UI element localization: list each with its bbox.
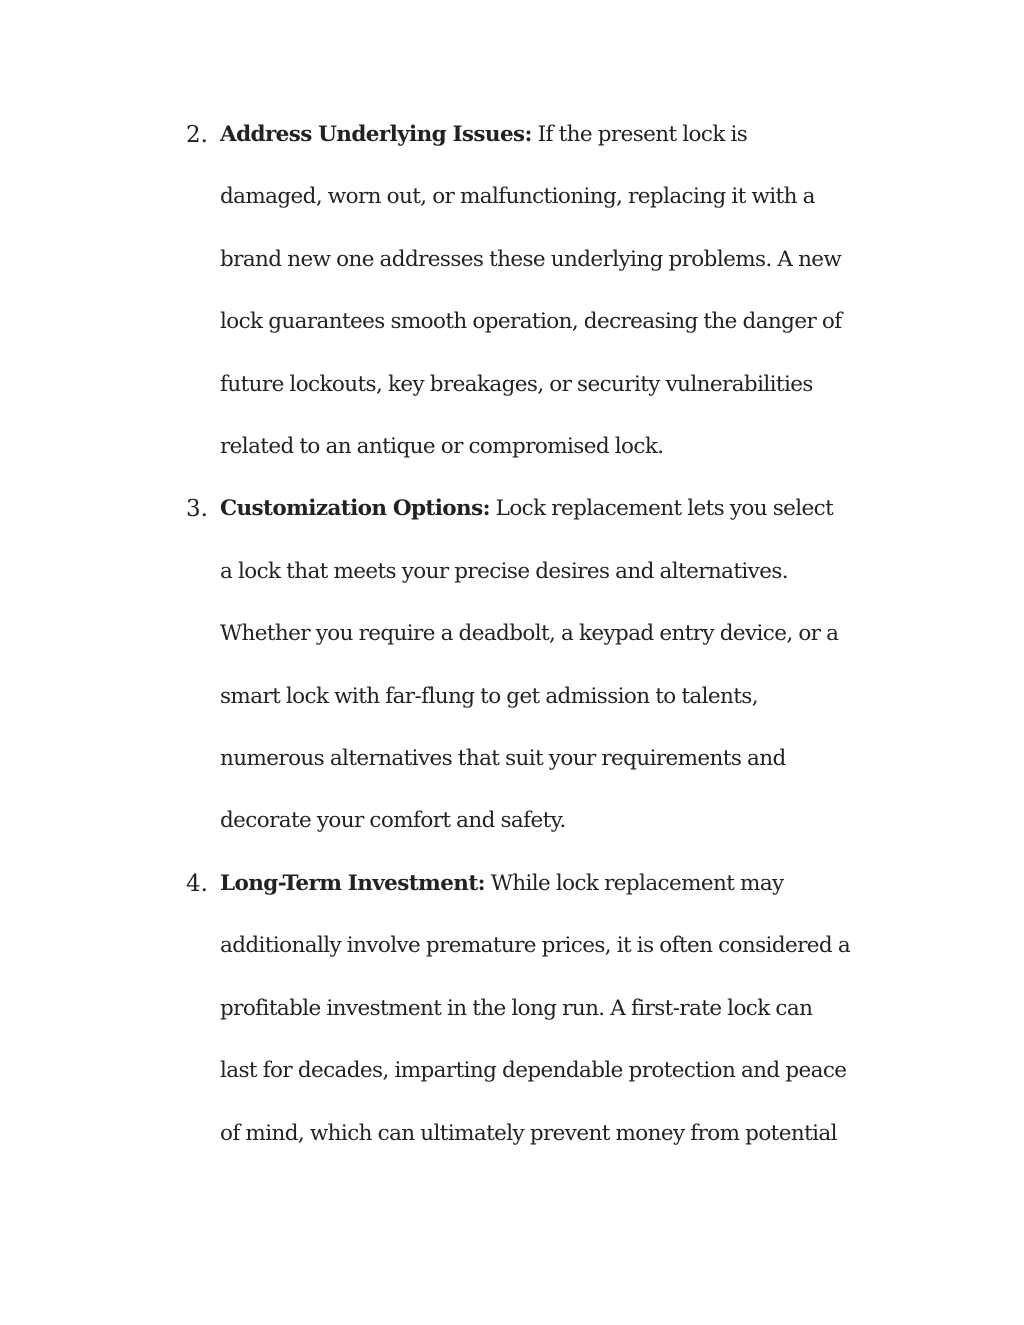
list-item-text — [220, 478, 910, 852]
list-item-label: Address Underlying Issues: — [220, 122, 532, 147]
text-line: a lock that meets your precise desires and alternatives. — [220, 558, 789, 584]
text-fragment: While lock replacement may — [484, 870, 784, 896]
list-item-label: Customization Options: — [220, 496, 490, 522]
text-line: brand new one addresses these underlying problems. A new — [220, 246, 842, 272]
text-line — [220, 104, 910, 166]
text-line: related to an antique or compromised lock. — [220, 434, 664, 460]
text-line: last for decades, imparting dependable protection and peace — [220, 1058, 847, 1084]
list-item-label: Long-Term Investment: — [220, 870, 485, 896]
text-line: smart lock with far-flung to get admission to talents, — [220, 683, 758, 709]
text-line: profitable investment in the long run. A first-rate lock can — [220, 995, 813, 1021]
text-fragment: If the present lock is — [531, 122, 748, 147]
text-line — [220, 478, 910, 540]
list-item — [0, 478, 1024, 852]
text-line: damaged, worn out, or malfunctioning, replacing it with a — [220, 184, 815, 210]
text-line — [220, 853, 910, 915]
text-line: numerous alternatives that suit your requirements and — [220, 746, 786, 772]
text-line: future lockouts, key breakages, or security vulnerabilities — [220, 371, 813, 397]
text-line: of mind, which can ultimately prevent money from potential — [220, 1120, 837, 1146]
list-item-number: 2. — [186, 122, 208, 148]
text-line: decorate your comfort and safety. — [220, 808, 566, 834]
text-fragment: Lock replacement lets you select — [489, 496, 834, 522]
text-line: additionally involve premature prices, it is often considered a — [220, 933, 851, 959]
text-line: Whether you require a deadbolt, a keypad entry device, or a — [220, 621, 839, 647]
text-line: lock guarantees smooth operation, decreasing the danger of — [220, 309, 842, 335]
list-item — [0, 104, 1024, 478]
list-item-text — [220, 104, 910, 478]
numbered-list — [0, 104, 1024, 1165]
list-item-number: 3. — [186, 496, 208, 523]
list-item-number: 4. — [186, 870, 208, 897]
list-item — [0, 853, 1024, 1165]
list-item-text — [220, 853, 910, 1165]
